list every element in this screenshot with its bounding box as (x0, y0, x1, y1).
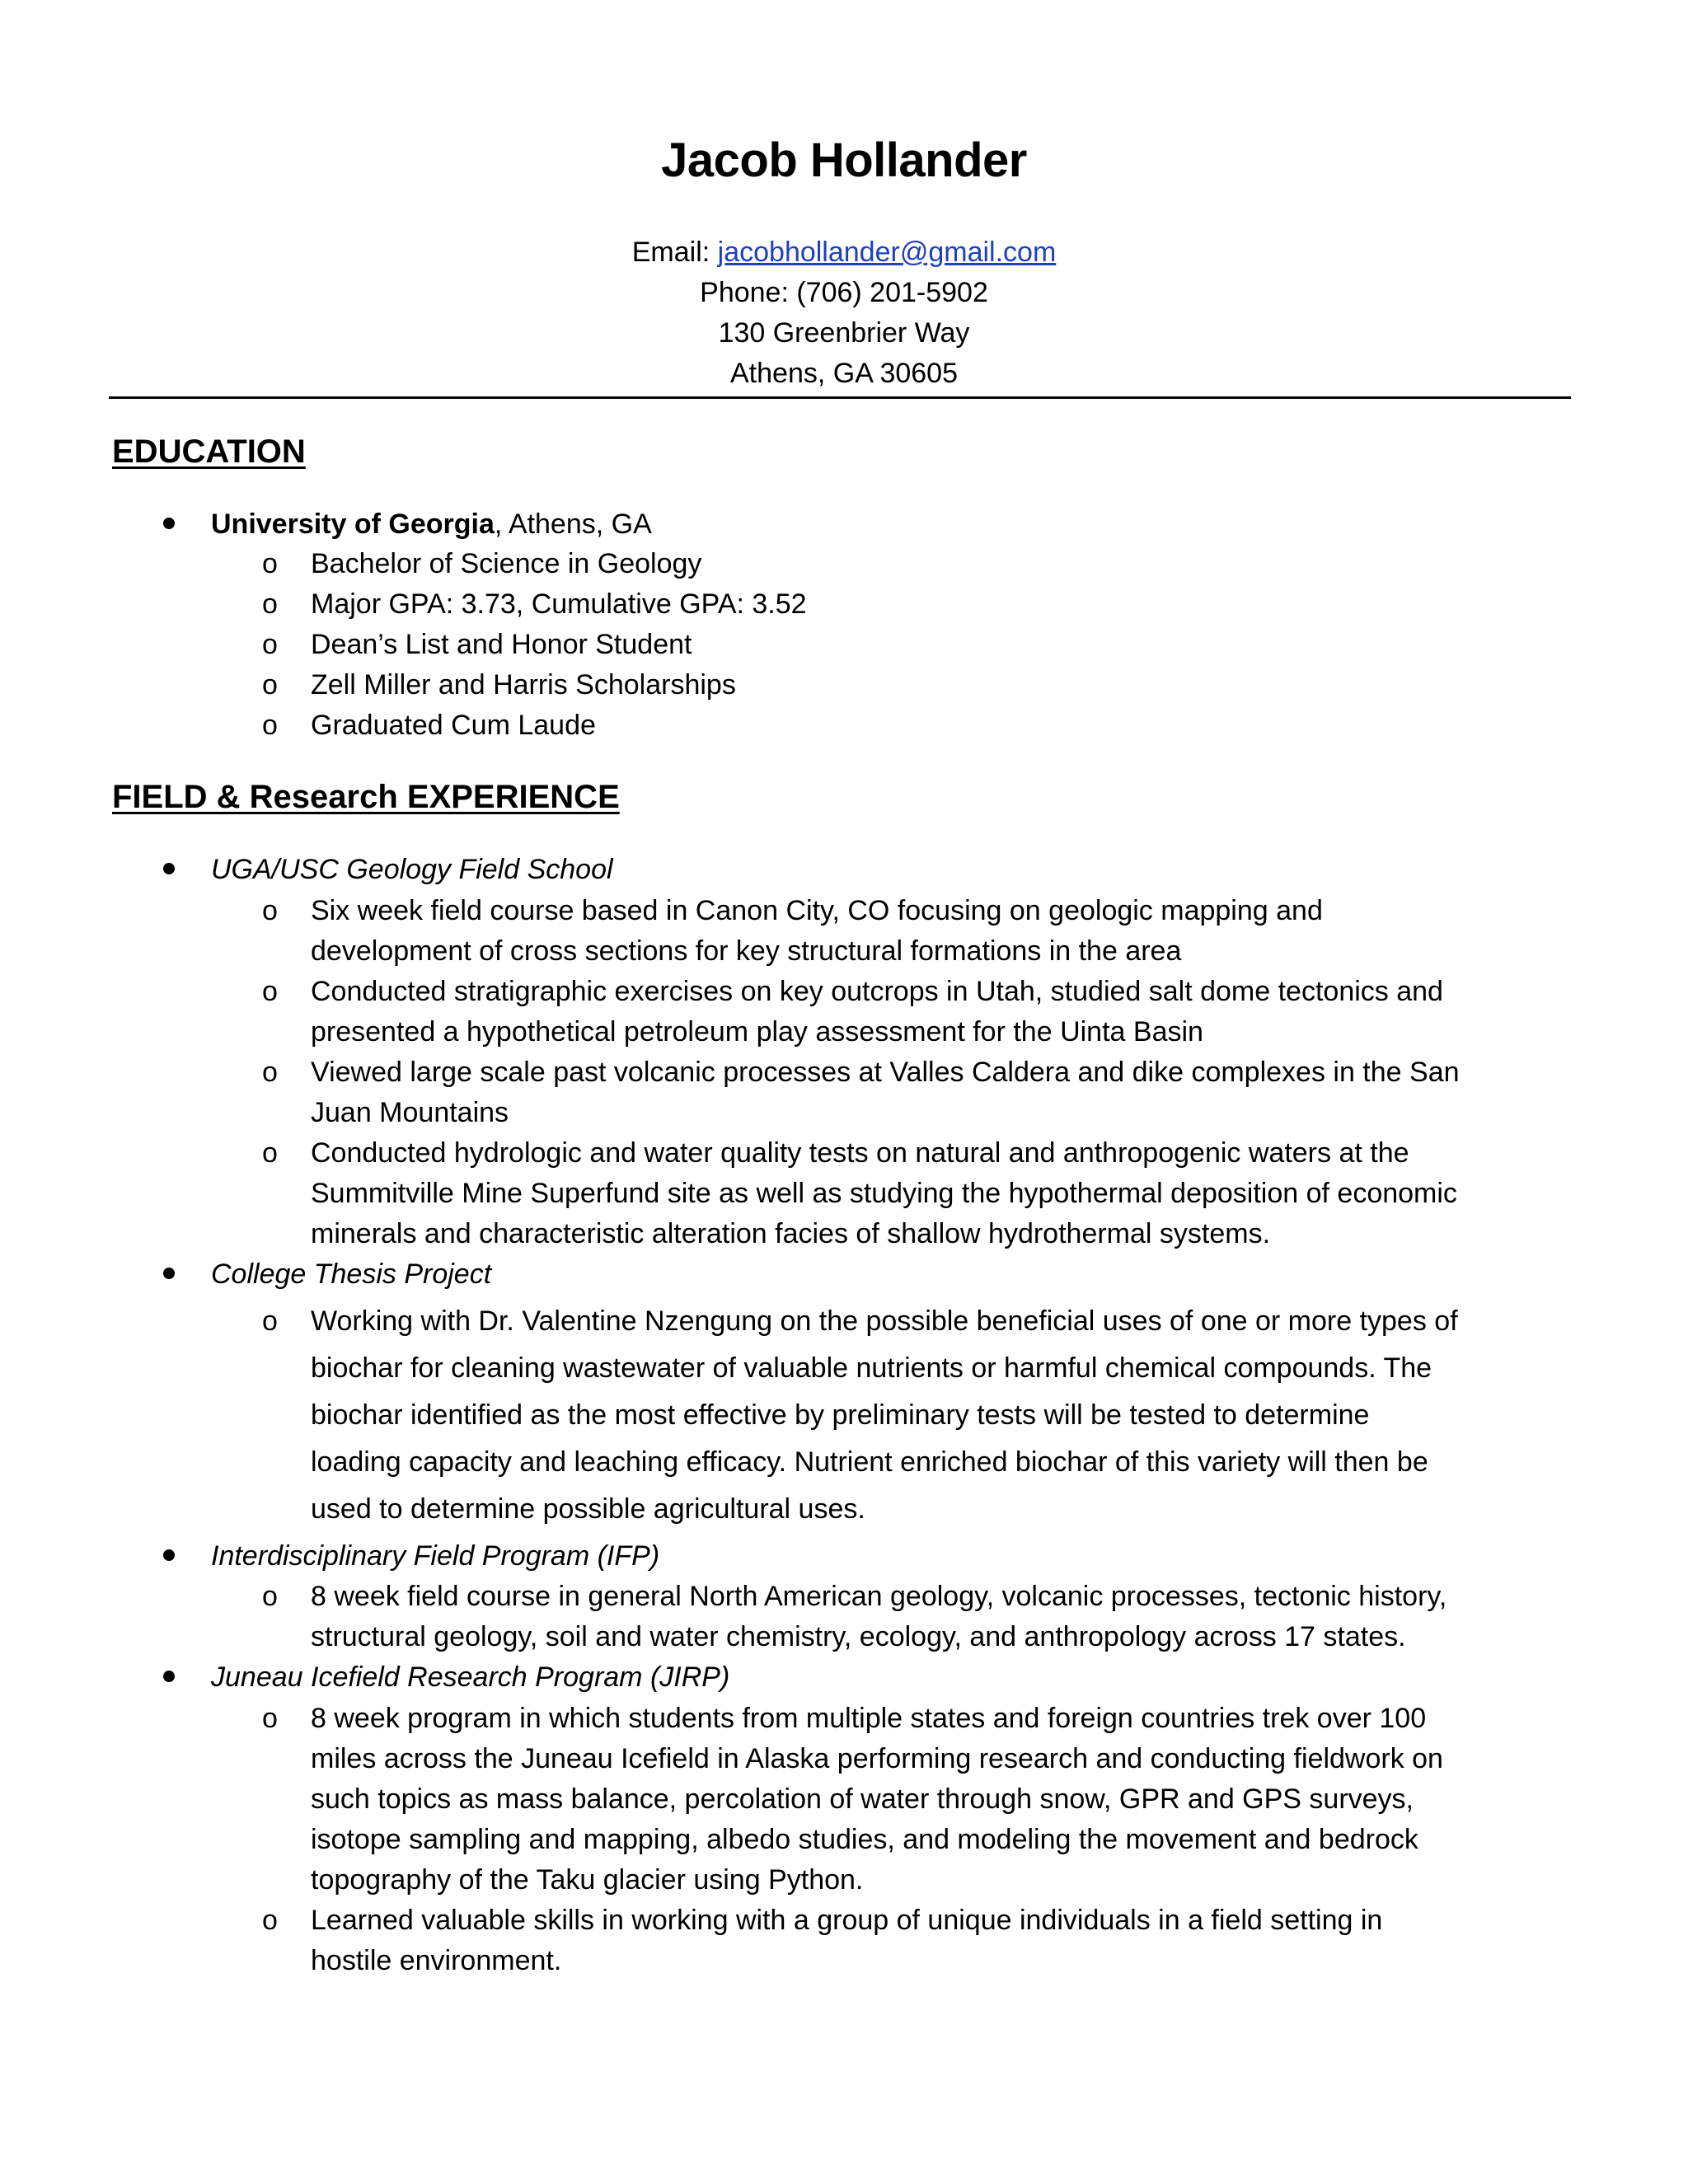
experience-title: College Thesis Project (211, 1258, 492, 1290)
experience-detail-line: biochar for cleaning wastewater of valuable nutrients or harmful chemical compounds. The (311, 1352, 1432, 1384)
experience-detail-line: presented a hypothetical petroleum play assessment for the Uinta Basin (311, 1016, 1203, 1047)
experience-detail-line: 8 week program in which students from multiple states and foreign countries trek over 100 (311, 1703, 1427, 1734)
experience-detail-line: Juan Mountains (311, 1097, 509, 1128)
experience-detail-line: Learned valuable skills in working with a group of unique individuals in a field setting in (311, 1905, 1383, 1936)
candidate-name: Jacob Hollander (661, 134, 1027, 187)
bullet-icon (162, 851, 180, 888)
sub-bullet-icon: o (262, 895, 278, 926)
education-detail: Graduated Cum Laude (311, 710, 596, 741)
education-heading: EDUCATION (112, 434, 306, 470)
education-detail: Zell Miller and Harris Scholarships (311, 669, 736, 701)
bullet-icon (162, 1659, 180, 1695)
experience-detail-line: Conducted hydrologic and water quality tests on natural and anthropogenic waters at the (311, 1137, 1409, 1169)
experience-detail-line: hostile environment. (311, 1945, 562, 1976)
email-line (0, 234, 1688, 270)
experience-detail-line: Working with Dr. Valentine Nzengung on the possible beneficial uses of one or more types of (311, 1305, 1458, 1337)
sub-bullet-icon: o (262, 976, 278, 1007)
experience-detail-line: miles across the Juneau Icefield in Alaska performing research and conducting fieldwork on (311, 1743, 1443, 1774)
experience-detail-line: such topics as mass balance, percolation of water through snow, GPR and GPS surveys, (311, 1783, 1414, 1815)
experience-title: UGA/USC Geology Field School (211, 854, 613, 885)
experience-detail-line: minerals and characteristic alteration facies of shallow hydrothermal systems. (311, 1218, 1271, 1249)
experience-detail-line: 8 week field course in general North American geology, volcanic processes, tectonic history, (311, 1581, 1447, 1612)
experience-detail-line: Summitville Mine Superfund site as well as studying the hypothermal deposition of economic (311, 1178, 1457, 1209)
sub-bullet-icon: o (262, 1581, 278, 1612)
school-name: University of Georgia (211, 509, 495, 540)
education-school (211, 506, 652, 542)
experience-detail-line: loading capacity and leaching efficacy. Nutrient enriched biochar of this variety will then be (311, 1446, 1428, 1478)
sub-bullet-icon: o (262, 629, 278, 660)
email-label: Email: (631, 237, 718, 268)
sub-bullet-icon: o (262, 1905, 278, 1936)
experience-detail-line: Viewed large scale past volcanic processes at Valles Caldera and dike complexes in the San (311, 1057, 1460, 1088)
sub-bullet-icon: o (262, 1305, 278, 1337)
sub-bullet-icon: o (262, 1137, 278, 1169)
address-line-2: Athens, GA 30605 (730, 358, 958, 389)
experience-detail-line: development of cross sections for key structural formations in the area (311, 935, 1182, 967)
experience-title: Interdisciplinary Field Program (IFP) (211, 1540, 660, 1572)
experience-title: Juneau Icefield Research Program (JIRP) (211, 1661, 730, 1693)
experience-detail-line: biochar identified as the most effective by preliminary tests will be tested to determine (311, 1399, 1370, 1431)
experience-detail-line: Six week field course based in Canon City, CO focusing on geologic mapping and (311, 895, 1323, 926)
experience-heading: FIELD & Research EXPERIENCE (112, 779, 620, 815)
school-location: , Athens, GA (494, 509, 652, 540)
bullet-icon (162, 1538, 180, 1574)
experience-detail-line: Conducted stratigraphic exercises on key outcrops in Utah, studied salt dome tectonics and (311, 976, 1443, 1007)
education-detail: Dean’s List and Honor Student (311, 629, 692, 660)
bullet-icon (162, 1256, 180, 1292)
education-detail: Major GPA: 3.73, Cumulative GPA: 3.52 (311, 588, 807, 620)
header-divider (109, 396, 1571, 399)
sub-bullet-icon: o (262, 1703, 278, 1734)
sub-bullet-icon: o (262, 710, 278, 741)
sub-bullet-icon: o (262, 669, 278, 701)
education-detail: Bachelor of Science in Geology (311, 548, 702, 579)
experience-detail-line: isotope sampling and mapping, albedo studies, and modeling the movement and bedrock (311, 1824, 1418, 1855)
phone-line: Phone: (706) 201-5902 (700, 277, 988, 308)
bullet-icon (162, 506, 180, 542)
sub-bullet-icon: o (262, 1057, 278, 1088)
experience-detail-line: structural geology, soil and water chemistry, ecology, and anthropology across 17 states. (311, 1621, 1406, 1652)
sub-bullet-icon: o (262, 588, 278, 620)
address-line-1: 130 Greenbrier Way (718, 317, 970, 349)
email-link[interactable]: jacobhollander@gmail.com (717, 237, 1057, 268)
experience-detail-line: used to determine possible agricultural uses. (311, 1493, 865, 1525)
experience-detail-line: topography of the Taku glacier using Python. (311, 1864, 864, 1896)
sub-bullet-icon: o (262, 548, 278, 579)
